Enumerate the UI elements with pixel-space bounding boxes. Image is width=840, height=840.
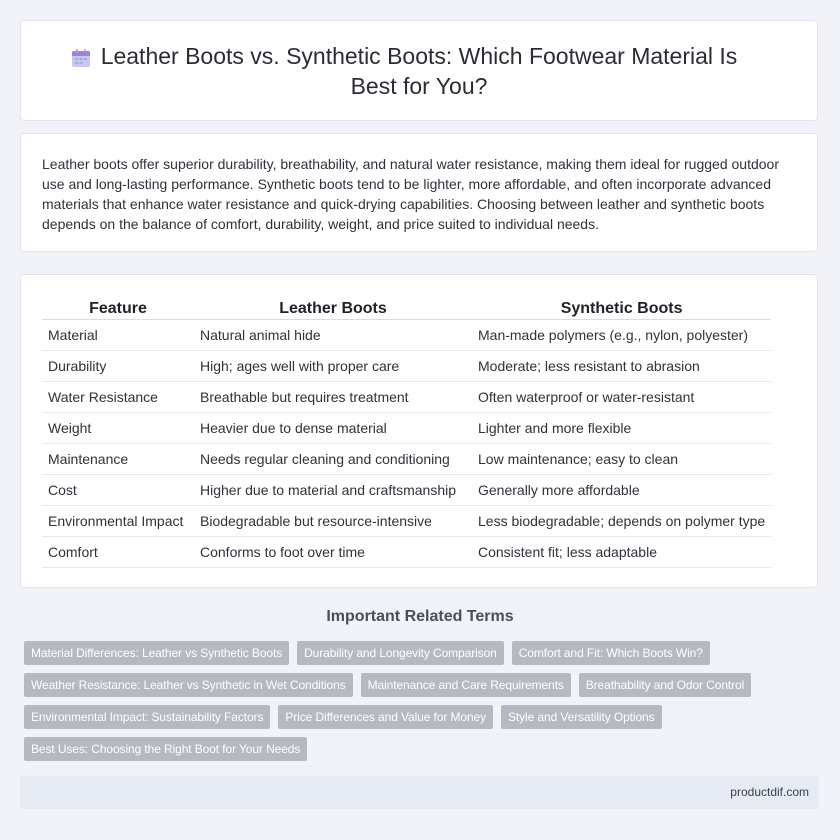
table-cell: Lighter and more flexible bbox=[472, 413, 771, 444]
table-cell: Breathable but requires treatment bbox=[194, 382, 472, 413]
related-terms-list bbox=[24, 641, 784, 769]
table-cell: Comfort bbox=[42, 537, 194, 568]
table-cell: Moderate; less resistant to abrasion bbox=[472, 351, 771, 382]
related-term-tag[interactable]: Material Differences: Leather vs Synthetic Boots bbox=[24, 641, 289, 665]
table-row bbox=[42, 475, 771, 506]
table-cell: High; ages well with proper care bbox=[194, 351, 472, 382]
table-cell: Heavier due to dense material bbox=[194, 413, 472, 444]
title-card bbox=[20, 20, 818, 121]
intro-card bbox=[20, 133, 818, 252]
related-term-tag[interactable]: Breathability and Odor Control bbox=[579, 673, 751, 697]
related-term-tag[interactable]: Best Uses: Choosing the Right Boot for Your Needs bbox=[24, 737, 307, 761]
footer bbox=[20, 776, 819, 809]
table-row bbox=[42, 413, 771, 444]
footer-site-link[interactable]: productdif.com bbox=[730, 785, 809, 799]
column-header-leather: Leather Boots bbox=[194, 297, 472, 320]
table-cell: Often waterproof or water-resistant bbox=[472, 382, 771, 413]
table-row bbox=[42, 444, 771, 475]
table-cell: Environmental Impact bbox=[42, 506, 194, 537]
table-cell: Consistent fit; less adaptable bbox=[472, 537, 771, 568]
related-term-tag[interactable]: Environmental Impact: Sustainability Factors bbox=[24, 705, 270, 729]
column-header-feature: Feature bbox=[42, 297, 194, 320]
table-cell: Needs regular cleaning and conditioning bbox=[194, 444, 472, 475]
related-terms-heading: Important Related Terms bbox=[326, 608, 514, 625]
page-title: Leather Boots vs. Synthetic Boots: Which Footwear Material Is Best for You? bbox=[100, 42, 738, 99]
table-cell: Man-made polymers (e.g., nylon, polyester) bbox=[472, 320, 771, 351]
related-term-tag[interactable]: Durability and Longevity Comparison bbox=[297, 641, 504, 665]
table-cell: Water Resistance bbox=[42, 382, 194, 413]
table-cell: Weight bbox=[42, 413, 194, 444]
table-header-row bbox=[42, 297, 771, 320]
related-term-tag[interactable]: Comfort and Fit: Which Boots Win? bbox=[512, 641, 710, 665]
column-header-synthetic: Synthetic Boots bbox=[472, 297, 771, 320]
table-cell: Maintenance bbox=[42, 444, 194, 475]
table-cell: Material bbox=[42, 320, 194, 351]
related-term-tag[interactable]: Style and Versatility Options bbox=[501, 705, 662, 729]
intro-paragraph: Leather boots offer superior durability, breathability, and natural water resistance, making them ideal for rugged outdoor use and long-lasting performance. Synthetic boots tend to be lighter, more affordable, and often incorporate advanced materials that enhance water resistance and quick-drying capabilities. Choosing between leather and synthetic boots depends on the balance of comfort, durability, weight, and price suited to individual needs. bbox=[42, 156, 779, 232]
table-cell: Higher due to material and craftsmanship bbox=[194, 475, 472, 506]
table-cell: Biodegradable but resource-intensive bbox=[194, 506, 472, 537]
table-cell: Natural animal hide bbox=[194, 320, 472, 351]
related-term-tag[interactable]: Price Differences and Value for Money bbox=[278, 705, 493, 729]
table-cell: Durability bbox=[42, 351, 194, 382]
table-row bbox=[42, 320, 771, 351]
related-term-tag[interactable]: Maintenance and Care Requirements bbox=[361, 673, 571, 697]
table-cell: Cost bbox=[42, 475, 194, 506]
table-row bbox=[42, 382, 771, 413]
table-row bbox=[42, 351, 771, 382]
comparison-card bbox=[20, 274, 818, 588]
comparison-table bbox=[42, 297, 771, 568]
table-cell: Generally more affordable bbox=[472, 475, 771, 506]
table-row bbox=[42, 537, 771, 568]
table-cell: Low maintenance; easy to clean bbox=[472, 444, 771, 475]
related-term-tag[interactable]: Weather Resistance: Leather vs Synthetic in Wet Conditions bbox=[24, 673, 353, 697]
table-cell: Conforms to foot over time bbox=[194, 537, 472, 568]
table-row bbox=[42, 506, 771, 537]
table-cell: Less biodegradable; depends on polymer type bbox=[472, 506, 771, 537]
